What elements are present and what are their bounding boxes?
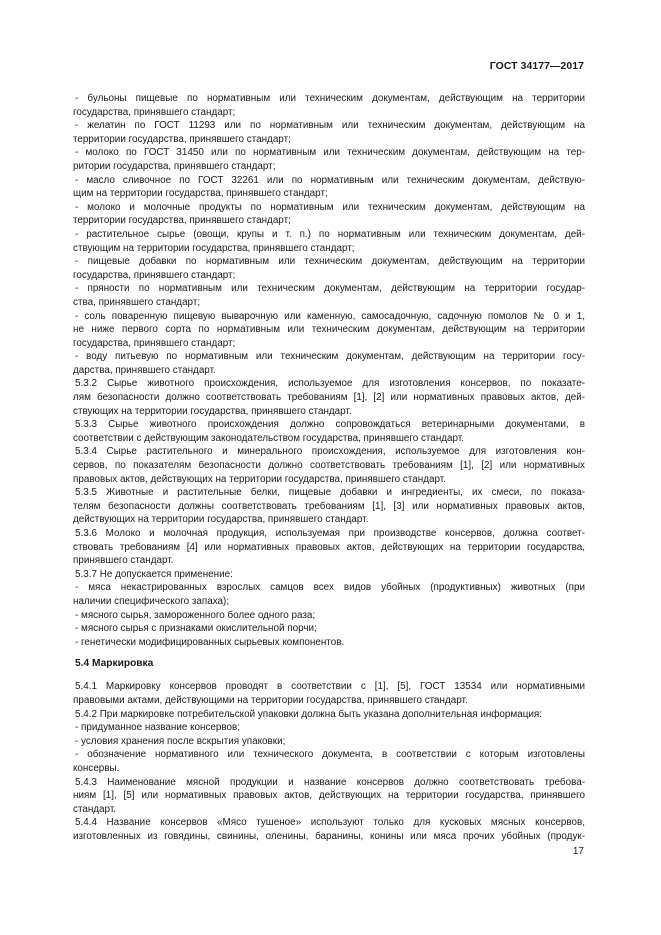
text-line: - молоко и молочные продукты по нормативным или техническим документам, действующим на [75, 201, 585, 213]
text-line: наличии специфического запаха); [73, 595, 230, 607]
text-line: 5.3.7 Не допускается применение: [75, 568, 233, 580]
paragraph [73, 680, 585, 707]
paragraph [73, 255, 585, 282]
text-line: - мясного сырья с признаками окислительной порчи; [75, 623, 317, 635]
text-line: лям безопасности должно соответствовать требованиям [1], [2] или нормативных правовых актов, дей- [73, 392, 585, 404]
text-line: консервы. [73, 762, 120, 774]
section-title-5-4: 5.4 Маркировка [75, 658, 154, 670]
text-line: ствующим на территории государства, принявшего стандарт; [73, 242, 355, 254]
text-line: стандарт. [73, 803, 116, 815]
text-line: - пряности по нормативным или техническим документам, действующим на территории государ- [75, 283, 585, 295]
page-number: 17 [572, 846, 584, 857]
paragraph [73, 445, 585, 486]
text-line: действующих на территории государства, принявшего стандарт. [73, 514, 369, 526]
paragraph [73, 708, 585, 722]
paragraph [73, 721, 585, 735]
text-line: - соль поваренную пищевую выварочную или каменную, самосадочную, садочную помолов № 0 и 1, [75, 310, 585, 322]
text-line: правовых актов, действующих на территории государства, принявшего стандарт. [73, 473, 446, 485]
text-line: щим на территории государства, принявшего стандарт; [73, 188, 328, 200]
text-line: 5.4.2 При маркировке потребительской упаковки должна быть указана дополнительная информация: [75, 708, 542, 720]
text-line: - обозначение нормативного или технического документа, в соответствии с которым изготовлены [75, 749, 585, 761]
text-line: государства, принявшего стандарт; [73, 337, 236, 349]
paragraph [73, 622, 585, 636]
text-line: - мяса некастрированных взрослых самцов всех видов убойных (продуктивных) животных (при [75, 582, 585, 594]
text-line: - воду питьевую по нормативным или техническим документам, действующим на территории госу- [75, 351, 585, 363]
text-line: 5.4.4 Название консервов «Мясо тушеное» используют только для кусковых мясных консервов, [75, 817, 585, 829]
text-line: - условия хранения после вскрытия упаковки; [75, 735, 286, 747]
paragraph [73, 816, 585, 843]
text-line: - бульоны пищевые по нормативным или техническим документам, действующим на территории [75, 93, 585, 104]
paragraph [73, 568, 585, 582]
paragraph [73, 310, 585, 351]
paragraph [73, 350, 585, 377]
text-line: 5.3.3 Сырье животного происхождения должно сопровождаться ветеринарными документами, в [75, 419, 585, 431]
text-line: - генетически модифицированных сырьевых компонентов. [75, 636, 345, 648]
section-5-3-text [73, 92, 585, 649]
text-line: сервов, по показателям безопасности должно соответствовать требованиям [1], [2] или нормативных [73, 460, 585, 472]
paragraph [73, 119, 585, 146]
paragraph [73, 748, 585, 775]
text-line: дарства, принявшего стандарт. [73, 364, 216, 376]
paragraph [73, 609, 585, 623]
text-line: соответствии с действующим законодательством государства, принявшего стандарт. [73, 432, 464, 444]
text-line: ствующих на территории государства, принявшего стандарт. [73, 405, 352, 417]
text-line: ствовать требованиям [4] или нормативных правовых актов, действующих на территории государства, [73, 541, 585, 553]
paragraph [73, 377, 585, 418]
text-line: ства, принявшего стандарт; [73, 296, 201, 308]
text-line: - придуманное название консервов; [75, 722, 241, 734]
text-line: - мясного сырья, замороженного более одного раза; [75, 609, 316, 621]
paragraph [73, 201, 585, 228]
document-header [490, 61, 584, 72]
text-line: территории государства, принявшего стандарт; [73, 215, 291, 227]
text-line: 5.4.1 Маркировку консервов проводят в соответствии с [1], [5], ГОСТ 13534 или нормативными [75, 681, 585, 693]
text-line: 5.3.4 Сырье растительного и минерального происхождения, используемое для изготовления кон- [75, 446, 585, 458]
text-line: государства, принявшего стандарт; [73, 269, 236, 281]
text-line: изготовленных из говядины, свинины, оленины, баранины, конины или мяса прочих убойных (продук- [73, 830, 585, 842]
paragraph [73, 146, 585, 173]
paragraph [73, 581, 585, 608]
text-line: принявшего стандарт. [73, 555, 174, 567]
paragraph [73, 282, 585, 309]
paragraph [73, 92, 585, 119]
text-line: 5.3.2 Сырье животного происхождения, используемое для изготовления консервов, по показате- [75, 378, 585, 390]
text-line: 5.3.6 Молоко и молочная продукция, используемая при производстве консервов, должна соответ- [75, 528, 585, 539]
text-line: - молоко по ГОСТ 31450 или по нормативным или техническим документам, действующим на тер- [75, 147, 585, 159]
paragraph [73, 174, 585, 201]
paragraph [73, 735, 585, 749]
text-line: ниям [1], [5] или нормативных правовых актов, действующих на территории государства, принявшего [73, 790, 585, 802]
text-line: - пищевые добавки по нормативным или техническим документам, действующим на территории [75, 256, 585, 268]
text-line: - желатин по ГОСТ 11293 или по нормативным или техническим документам, действующим на [75, 120, 585, 132]
paragraph [73, 776, 585, 817]
text-line: территории государства, принявшего стандарт; [73, 133, 291, 145]
paragraph [73, 486, 585, 527]
text-line: - растительное сырье (овощи, крупы и т. п.) по нормативным или техническим документам, дей- [75, 228, 585, 240]
text-line: 5.3.5 Животные и растительные белки, пищевые добавки и ингредиенты, их смеси, по показа- [75, 487, 585, 499]
text-line: государства, принявшего стандарт; [73, 106, 236, 118]
paragraph [73, 228, 585, 255]
paragraph [73, 418, 585, 445]
text-line: 5.4.3 Наименование мясной продукции и название консервов должно соответствовать требова- [75, 776, 585, 788]
text-line: правовыми актами, действующими на территории государства, принявшего стандарт. [73, 694, 468, 706]
document-body [73, 92, 585, 843]
text-line: телям безопасности должны соответствовать требованиям [1], [3] или нормативных правовых актов, [73, 500, 585, 512]
text-line: - масло сливочное по ГОСТ 32261 или по нормативным или техническим документам, действую- [75, 174, 585, 186]
document-code: ГОСТ 34177—2017 [489, 61, 584, 72]
text-line: не ниже первого сорта по нормативным или техническим документам, действующим на территории [73, 324, 585, 336]
text-line: ритории государства, принявшего стандарт; [73, 160, 276, 172]
section-5-4-text [73, 680, 585, 843]
paragraph [73, 636, 585, 650]
paragraph [73, 527, 585, 568]
